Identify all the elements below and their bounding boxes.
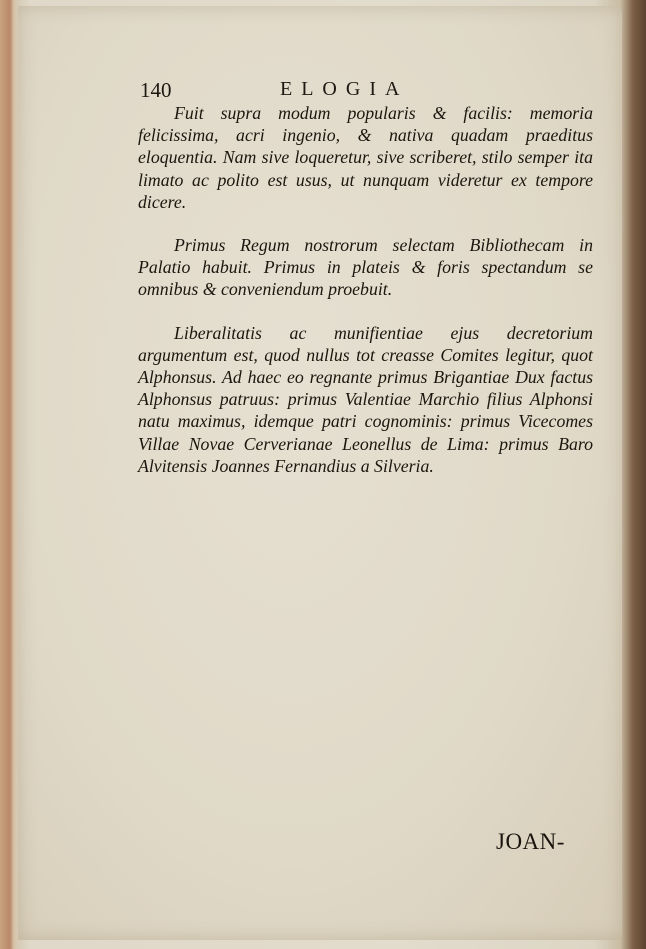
paragraph-2: Primus Regum nostrorum selectam Bibliothecam in Palatio habuit. Primus in plateis & foris spectandum se omnibus & conveniendum proebuit. [138, 235, 593, 300]
page-body [138, 102, 593, 477]
page-header [140, 78, 580, 104]
paragraph-3: Liberalitatis ac munifientiae ejus decretorium argumentum est, quod nullus tot creasse Comites legitur, quot Alphonsus. Ad haec eo regnante primus Brigantiae Dux factus Alphonsus patruus: primus Valentiae Marchio filius Alphonsi natu maximus, idemque patri cognominis: primus Vicecomes Villae Novae Cerverianae Leonellus de Lima: primus Baro Alvitensis Joannes Fernandius a Silveria. [138, 322, 593, 476]
paragraph-1: Fuit supra modum popularis & facilis: memoria felicissima, acri ingenio, & nativa quadam praeditus eloquentia. Nam sive loqueretur, sive scriberet, stilo semper ita limato ac polito est usus, ut nunquam videretur ex tempore dicere. [138, 103, 593, 212]
running-head: ELOGIA [280, 78, 409, 100]
page-number: 140 [140, 78, 172, 102]
catchword: JOAN- [496, 829, 565, 854]
